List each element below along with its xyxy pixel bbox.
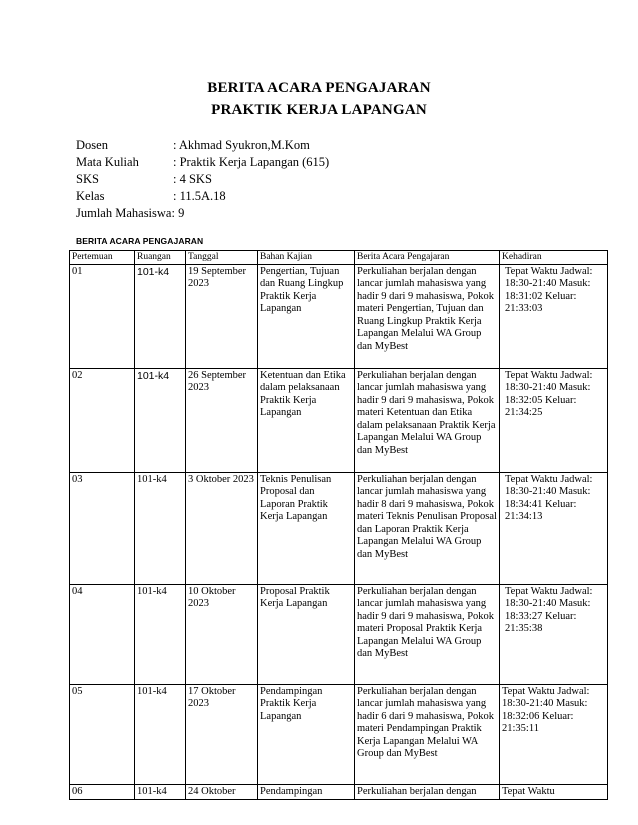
table-header-row	[70, 251, 608, 265]
info-jumlah-mahasiswa	[76, 205, 329, 222]
info-sks	[76, 171, 329, 188]
teaching-log-table	[69, 250, 608, 800]
cell-tanggal: 17 Oktober 2023	[186, 684, 258, 784]
table-row	[70, 584, 608, 684]
cell-tanggal: 24 Oktober	[186, 784, 258, 800]
cell-berita-acara: Perkuliahan berjalan dengan	[355, 784, 500, 800]
cell-bahan-kajian: Ketentuan dan Etika dalam pelaksanaan Praktik Kerja Lapangan	[258, 368, 355, 472]
cell-ruangan: 101-k4	[135, 784, 186, 800]
cell-kehadiran: Tepat Waktu Jadwal: 18:30-21:40 Masuk: 18:34:41 Keluar: 21:34:13	[500, 472, 608, 584]
cell-tanggal: 3 Oktober 2023	[186, 472, 258, 584]
table-row	[70, 784, 608, 800]
cell-tanggal: 19 September 2023	[186, 264, 258, 368]
document-title: BERITA ACARA PENGAJARAN	[207, 80, 431, 96]
info-label: Mata Kuliah	[76, 155, 139, 169]
info-label: Dosen	[76, 138, 108, 152]
document-subtitle: PRAKTIK KERJA LAPANGAN	[211, 102, 427, 118]
cell-ruangan: 101-k4	[135, 584, 186, 684]
info-value: : Praktik Kerja Lapangan (615)	[173, 155, 330, 169]
info-value: : 4 SKS	[173, 172, 212, 186]
cell-tanggal: 26 September 2023	[186, 368, 258, 472]
col-header-kehadiran: Kehadiran	[500, 251, 608, 265]
info-label: Kelas	[76, 189, 105, 203]
cell-tanggal: 10 Oktober 2023	[186, 584, 258, 684]
col-header-tanggal: Tanggal	[186, 251, 258, 265]
cell-kehadiran: Tepat Waktu Jadwal: 18:30-21:40 Masuk: 18:31:02 Keluar: 21:33:03	[500, 264, 608, 368]
info-value: : 9	[171, 206, 185, 220]
col-header-ruangan: Ruangan	[135, 251, 186, 265]
cell-bahan-kajian: Pengertian, Tujuan dan Ruang Lingkup Praktik Kerja Lapangan	[258, 264, 355, 368]
cell-bahan-kajian: Pendampingan	[258, 784, 355, 800]
cell-berita-acara: Perkuliahan berjalan dengan lancar jumlah mahasiswa yang hadir 8 dari 9 mahasiswa, Pokok materi Teknis Penulisan Proposal dan Laporan Praktik Kerja Lapangan Melalui WA Group dan MyBest	[355, 472, 500, 584]
cell-berita-acara: Perkuliahan berjalan dengan lancar jumlah mahasiswa yang hadir 9 dari 9 mahasiswa, Pokok materi Pengertian, Tujuan dan Ruang Lingkup Praktik Kerja Lapangan Melalui WA Group dan MyBest	[355, 264, 500, 368]
cell-pertemuan: 04	[70, 584, 135, 684]
col-header-pertemuan: Pertemuan	[70, 251, 135, 265]
cell-pertemuan: 01	[70, 264, 135, 368]
cell-kehadiran: Tepat Waktu Jadwal: 18:30-21:40 Masuk: 18:32:05 Keluar: 21:34:25	[500, 368, 608, 472]
cell-pertemuan: 03	[70, 472, 135, 584]
info-value: : Akhmad Syukron,M.Kom	[173, 138, 310, 152]
cell-kehadiran: Tepat Waktu Jadwal: 18:30-21:40 Masuk: 18:32:06 Keluar: 21:35:11	[500, 684, 608, 784]
cell-kehadiran: Tepat Waktu	[500, 784, 608, 800]
cell-ruangan: 101-k4	[135, 368, 186, 472]
cell-ruangan: 101-k4	[135, 472, 186, 584]
cell-pertemuan: 06	[70, 784, 135, 800]
cell-bahan-kajian: Proposal Praktik Kerja Lapangan	[258, 584, 355, 684]
cell-bahan-kajian: Teknis Penulisan Proposal dan Laporan Praktik Kerja Lapangan	[258, 472, 355, 584]
cell-kehadiran: Tepat Waktu Jadwal: 18:30-21:40 Masuk: 18:33:27 Keluar: 21:35:38	[500, 584, 608, 684]
cell-pertemuan: 02	[70, 368, 135, 472]
table-row	[70, 264, 608, 368]
table-row	[70, 472, 608, 584]
course-info	[76, 137, 329, 222]
cell-berita-acara: Perkuliahan berjalan dengan lancar jumlah mahasiswa yang hadir 9 dari 9 mahasiswa, Pokok materi Ketentuan dan Etika dalam pelaksanaan Praktik Kerja Lapangan Melalui WA Group dan MyBest	[355, 368, 500, 472]
info-value: : 11.5A.18	[173, 189, 226, 203]
table-row	[70, 684, 608, 784]
cell-berita-acara: Perkuliahan berjalan dengan lancar jumlah mahasiswa yang hadir 6 dari 9 mahasiswa, Pokok materi Pendampingan Praktik Kerja Lapangan Melalui WA Group dan MyBest	[355, 684, 500, 784]
info-mata-kuliah	[76, 154, 329, 171]
cell-pertemuan: 05	[70, 684, 135, 784]
info-kelas	[76, 188, 329, 205]
cell-ruangan: 101-k4	[135, 264, 186, 368]
cell-ruangan: 101-k4	[135, 684, 186, 784]
info-dosen	[76, 137, 329, 154]
table-row	[70, 368, 608, 472]
info-label: SKS	[76, 172, 99, 186]
cell-bahan-kajian: Pendampingan Praktik Kerja Lapangan	[258, 684, 355, 784]
cell-berita-acara: Perkuliahan berjalan dengan lancar jumlah mahasiswa yang hadir 9 dari 9 mahasiswa, Pokok materi Proposal Praktik Kerja Lapangan Melalui WA Group dan MyBest	[355, 584, 500, 684]
col-header-bahan-kajian: Bahan Kajian	[258, 251, 355, 265]
section-heading: BERITA ACARA PENGAJARAN	[76, 236, 204, 246]
info-label: Jumlah Mahasiswa	[76, 206, 172, 220]
col-header-berita-acara: Berita Acara Pengajaran	[355, 251, 500, 265]
